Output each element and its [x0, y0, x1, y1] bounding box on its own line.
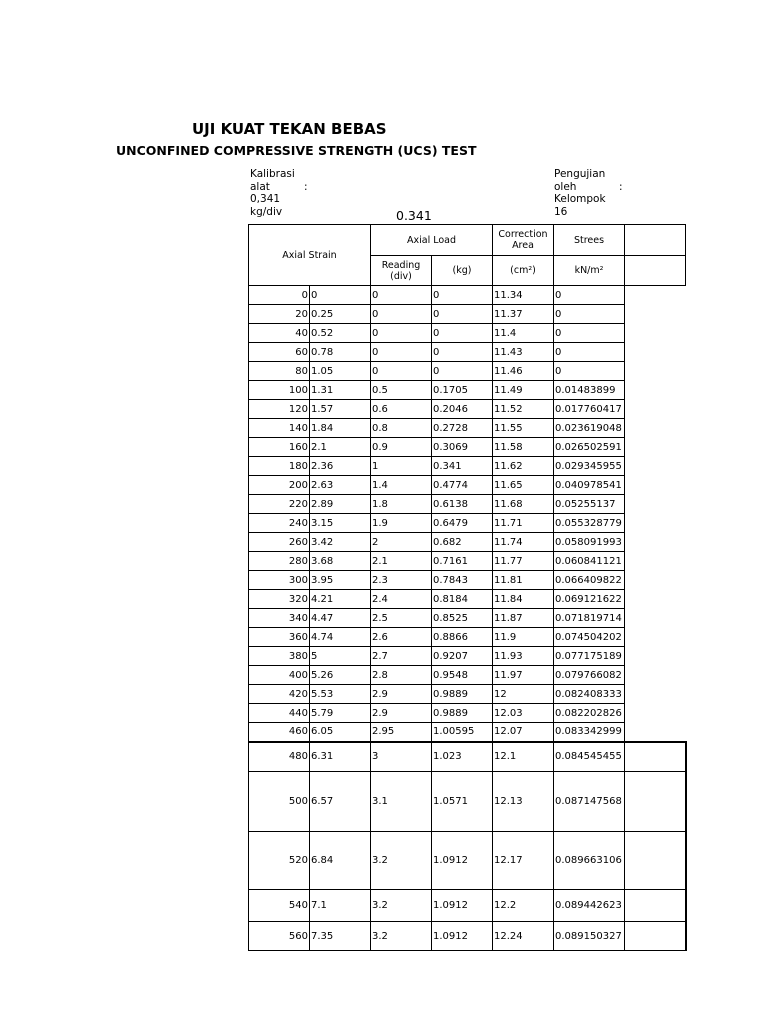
- reading-cell: 1.8: [371, 495, 432, 514]
- blank-cell: [625, 381, 686, 400]
- area-cell: 11.43: [493, 343, 554, 362]
- load-cell: 420: [249, 685, 310, 704]
- reading-cell: 2.7: [371, 647, 432, 666]
- blank-cell: [625, 590, 686, 609]
- strain-cell: 2.89: [310, 495, 371, 514]
- stress-header: Strees: [554, 225, 625, 256]
- strain-cell: 2.1: [310, 438, 371, 457]
- table-row: [249, 324, 686, 343]
- blank-cell: [625, 286, 686, 305]
- stress-cell: 0.082202826: [554, 704, 625, 723]
- blank-cell: [625, 628, 686, 647]
- kg-cell: 0.6479: [432, 514, 493, 533]
- load-cell: 180: [249, 457, 310, 476]
- stress-cell: 0.066409822: [554, 571, 625, 590]
- calibration-unit: kg/div: [250, 205, 283, 218]
- area-cell: 11.71: [493, 514, 554, 533]
- kg-cell: 0.9207: [432, 647, 493, 666]
- load-cell: 560: [249, 922, 310, 951]
- kg-cell: 0.3069: [432, 438, 493, 457]
- calibration-factor: 0.341: [396, 208, 432, 223]
- blank-header: [625, 225, 686, 256]
- tester-label-line1: Pengujian: [554, 168, 606, 180]
- blank-cell: [625, 362, 686, 381]
- strain-cell: 0: [310, 286, 371, 305]
- load-cell: 480: [249, 742, 310, 772]
- cm2-header: (cm²): [493, 256, 554, 286]
- table-row: [249, 666, 686, 685]
- load-cell: 340: [249, 609, 310, 628]
- table-row: [249, 533, 686, 552]
- empty-extra-cell: [625, 832, 686, 890]
- stress-cell: 0.089442623: [554, 890, 625, 922]
- table-row: [249, 772, 686, 832]
- table-row: [249, 571, 686, 590]
- reading-cell: 3.1: [371, 772, 432, 832]
- strain-cell: 4.21: [310, 590, 371, 609]
- stress-cell: 0: [554, 362, 625, 381]
- reading-cell: 2.8: [371, 666, 432, 685]
- page-title: UJI KUAT TEKAN BEBAS: [192, 120, 387, 138]
- kg-cell: 0.7843: [432, 571, 493, 590]
- blank-cell: [625, 666, 686, 685]
- load-cell: 40: [249, 324, 310, 343]
- load-cell: 220: [249, 495, 310, 514]
- reading-header: Reading (div): [371, 256, 432, 286]
- kg-cell: 0.2728: [432, 419, 493, 438]
- load-cell: 240: [249, 514, 310, 533]
- calibration-meta: [250, 168, 310, 218]
- kg-cell: 0.4774: [432, 476, 493, 495]
- table-row: [249, 832, 686, 890]
- area-cell: 11.4: [493, 324, 554, 343]
- stress-cell: 0.017760417: [554, 400, 625, 419]
- strain-cell: 3.68: [310, 552, 371, 571]
- area-cell: 12.03: [493, 704, 554, 723]
- kg-header: (kg): [432, 256, 493, 286]
- area-cell: 11.84: [493, 590, 554, 609]
- blank-cell: [625, 476, 686, 495]
- stress-cell: 0: [554, 324, 625, 343]
- strain-cell: 0.78: [310, 343, 371, 362]
- table-row: [249, 476, 686, 495]
- reading-cell: 3.2: [371, 922, 432, 951]
- strain-cell: 3.15: [310, 514, 371, 533]
- blank-cell: [625, 305, 686, 324]
- reading-cell: 3.2: [371, 890, 432, 922]
- strain-cell: 1.57: [310, 400, 371, 419]
- reading-cell: 3: [371, 742, 432, 772]
- stress-cell: 0.060841121: [554, 552, 625, 571]
- axial-strain-header: Axial Strain: [249, 225, 371, 286]
- area-cell: 11.9: [493, 628, 554, 647]
- table-row: [249, 890, 686, 922]
- stress-cell: 0.058091993: [554, 533, 625, 552]
- area-cell: 12.17: [493, 832, 554, 890]
- load-cell: 300: [249, 571, 310, 590]
- stress-cell: 0.084545455: [554, 742, 625, 772]
- load-cell: 320: [249, 590, 310, 609]
- kg-cell: 0.6138: [432, 495, 493, 514]
- area-cell: 11.93: [493, 647, 554, 666]
- reading-cell: 0: [371, 343, 432, 362]
- blank-cell: [625, 609, 686, 628]
- strain-cell: 1.05: [310, 362, 371, 381]
- load-cell: 160: [249, 438, 310, 457]
- table-row: [249, 362, 686, 381]
- table-row: [249, 590, 686, 609]
- blank-cell: [625, 419, 686, 438]
- load-cell: 440: [249, 704, 310, 723]
- area-cell: 11.58: [493, 438, 554, 457]
- table-row: [249, 742, 686, 772]
- stress-cell: 0.026502591: [554, 438, 625, 457]
- empty-extra-cell: [625, 890, 686, 922]
- kg-cell: 0.341: [432, 457, 493, 476]
- kg-cell: 0.1705: [432, 381, 493, 400]
- calibration-label-line2: [250, 181, 310, 194]
- strain-cell: 4.74: [310, 628, 371, 647]
- kg-cell: 0: [432, 286, 493, 305]
- blank-header-2: [625, 256, 686, 286]
- load-cell: 80: [249, 362, 310, 381]
- kg-cell: 0.9889: [432, 685, 493, 704]
- kg-cell: 1.0571: [432, 772, 493, 832]
- table-row: [249, 628, 686, 647]
- load-cell: 140: [249, 419, 310, 438]
- kg-cell: 0: [432, 343, 493, 362]
- area-cell: 11.97: [493, 666, 554, 685]
- calibration-label-line1: Kalibrasi: [250, 168, 295, 180]
- load-cell: 380: [249, 647, 310, 666]
- strain-cell: 4.47: [310, 609, 371, 628]
- tester-colon: :: [619, 180, 623, 193]
- load-cell: 280: [249, 552, 310, 571]
- reading-cell: 2: [371, 533, 432, 552]
- strain-cell: 7.1: [310, 890, 371, 922]
- kg-cell: 1.0912: [432, 832, 493, 890]
- strain-cell: 6.31: [310, 742, 371, 772]
- calibration-value-text: 0,341: [250, 193, 281, 205]
- blank-cell: [625, 704, 686, 723]
- load-cell: 540: [249, 890, 310, 922]
- area-cell: 12.07: [493, 723, 554, 742]
- blank-cell: [625, 685, 686, 704]
- empty-extra-cell: [625, 922, 686, 951]
- kg-cell: 0: [432, 305, 493, 324]
- load-cell: 260: [249, 533, 310, 552]
- load-cell: 500: [249, 772, 310, 832]
- strain-cell: 1.84: [310, 419, 371, 438]
- load-cell: 20: [249, 305, 310, 324]
- stress-cell: 0.082408333: [554, 685, 625, 704]
- kg-cell: 0.7161: [432, 552, 493, 571]
- area-cell: 12: [493, 685, 554, 704]
- table-row: [249, 438, 686, 457]
- load-cell: 460: [249, 723, 310, 742]
- table-row: [249, 723, 686, 742]
- kg-cell: 0: [432, 324, 493, 343]
- kg-cell: 0.8184: [432, 590, 493, 609]
- kg-cell: 0.8525: [432, 609, 493, 628]
- stress-cell: 0.01483899: [554, 381, 625, 400]
- load-cell: 100: [249, 381, 310, 400]
- stress-cell: 0.089663106: [554, 832, 625, 890]
- empty-extra-cell: [625, 772, 686, 832]
- tester-group-label: Kelompok: [554, 193, 606, 205]
- table-row: [249, 381, 686, 400]
- reading-cell: 0: [371, 362, 432, 381]
- ucs-data-table: [248, 224, 687, 951]
- table-row: [249, 552, 686, 571]
- kg-cell: 1.00595: [432, 723, 493, 742]
- kg-cell: 0.8866: [432, 628, 493, 647]
- tester-label-oleh: oleh: [554, 180, 577, 193]
- reading-cell: 0: [371, 324, 432, 343]
- reading-cell: 2.4: [371, 590, 432, 609]
- page-subtitle: UNCONFINED COMPRESSIVE STRENGTH (UCS) TEST: [116, 143, 477, 158]
- area-cell: 11.55: [493, 419, 554, 438]
- area-cell: 12.24: [493, 922, 554, 951]
- stress-cell: 0.071819714: [554, 609, 625, 628]
- kg-cell: 0.2046: [432, 400, 493, 419]
- stress-cell: 0.040978541: [554, 476, 625, 495]
- stress-cell: 0.089150327: [554, 922, 625, 951]
- table-row: [249, 419, 686, 438]
- load-cell: 520: [249, 832, 310, 890]
- ucs-table-body: [249, 286, 686, 951]
- stress-cell: 0.083342999: [554, 723, 625, 742]
- blank-cell: [625, 533, 686, 552]
- tester-group-number: 16: [554, 205, 568, 218]
- reading-cell: 0.6: [371, 400, 432, 419]
- area-cell: 11.77: [493, 552, 554, 571]
- blank-cell: [625, 343, 686, 362]
- load-cell: 0: [249, 286, 310, 305]
- stress-cell: 0.077175189: [554, 647, 625, 666]
- area-cell: 11.87: [493, 609, 554, 628]
- table-row: [249, 704, 686, 723]
- strain-cell: 3.42: [310, 533, 371, 552]
- strain-cell: 5.26: [310, 666, 371, 685]
- strain-cell: 1.31: [310, 381, 371, 400]
- stress-cell: 0.074504202: [554, 628, 625, 647]
- blank-cell: [625, 495, 686, 514]
- kg-cell: 1.0912: [432, 922, 493, 951]
- strain-cell: 0.25: [310, 305, 371, 324]
- tester-label-line2: [554, 181, 626, 194]
- blank-cell: [625, 400, 686, 419]
- kg-cell: 1.0912: [432, 890, 493, 922]
- empty-extra-cell: [625, 742, 686, 772]
- reading-cell: 2.6: [371, 628, 432, 647]
- blank-cell: [625, 552, 686, 571]
- calibration-label-alat: alat: [250, 180, 270, 193]
- table-row: [249, 609, 686, 628]
- reading-cell: 0.8: [371, 419, 432, 438]
- kg-cell: 1.023: [432, 742, 493, 772]
- table-row: [249, 514, 686, 533]
- kg-cell: 0.9548: [432, 666, 493, 685]
- area-cell: 12.1: [493, 742, 554, 772]
- table-row: [249, 286, 686, 305]
- area-cell: 11.52: [493, 400, 554, 419]
- table-row: [249, 343, 686, 362]
- strain-cell: 2.36: [310, 457, 371, 476]
- reading-cell: 2.3: [371, 571, 432, 590]
- tester-meta: [554, 168, 626, 218]
- stress-cell: 0.069121622: [554, 590, 625, 609]
- load-cell: 60: [249, 343, 310, 362]
- reading-cell: 2.1: [371, 552, 432, 571]
- load-cell: 360: [249, 628, 310, 647]
- blank-cell: [625, 457, 686, 476]
- blank-cell: [625, 324, 686, 343]
- area-cell: 11.46: [493, 362, 554, 381]
- strain-cell: 2.63: [310, 476, 371, 495]
- reading-cell: 0: [371, 286, 432, 305]
- blank-cell: [625, 571, 686, 590]
- strain-cell: 0.52: [310, 324, 371, 343]
- area-cell: 12.2: [493, 890, 554, 922]
- stress-cell: 0.087147568: [554, 772, 625, 832]
- area-cell: 11.62: [493, 457, 554, 476]
- stress-cell: 0.079766082: [554, 666, 625, 685]
- reading-cell: 1: [371, 457, 432, 476]
- blank-cell: [625, 723, 686, 742]
- strain-cell: 5: [310, 647, 371, 666]
- kg-cell: 0.682: [432, 533, 493, 552]
- reading-cell: 1.4: [371, 476, 432, 495]
- table-row: [249, 400, 686, 419]
- area-cell: 11.37: [493, 305, 554, 324]
- axial-load-header: Axial Load: [371, 225, 493, 256]
- reading-cell: 0.9: [371, 438, 432, 457]
- reading-cell: 3.2: [371, 832, 432, 890]
- blank-cell: [625, 438, 686, 457]
- table-row: [249, 647, 686, 666]
- kg-cell: 0.9889: [432, 704, 493, 723]
- reading-cell: 2.9: [371, 685, 432, 704]
- area-cell: 11.74: [493, 533, 554, 552]
- strain-cell: 6.05: [310, 723, 371, 742]
- reading-cell: 0: [371, 305, 432, 324]
- strain-cell: 3.95: [310, 571, 371, 590]
- table-row: [249, 305, 686, 324]
- strain-cell: 7.35: [310, 922, 371, 951]
- area-cell: 11.34: [493, 286, 554, 305]
- area-cell: 12.13: [493, 772, 554, 832]
- load-cell: 120: [249, 400, 310, 419]
- stress-cell: 0.023619048: [554, 419, 625, 438]
- strain-cell: 5.79: [310, 704, 371, 723]
- blank-cell: [625, 647, 686, 666]
- area-cell: 11.49: [493, 381, 554, 400]
- load-cell: 400: [249, 666, 310, 685]
- correction-area-header: Correction Area: [493, 225, 554, 256]
- area-cell: 11.65: [493, 476, 554, 495]
- table-row: [249, 457, 686, 476]
- blank-cell: [625, 514, 686, 533]
- strain-cell: 6.57: [310, 772, 371, 832]
- strain-cell: 5.53: [310, 685, 371, 704]
- load-cell: 200: [249, 476, 310, 495]
- table-row: [249, 922, 686, 951]
- calibration-colon: :: [304, 180, 308, 193]
- stress-cell: 0.029345955: [554, 457, 625, 476]
- stress-cell: 0: [554, 286, 625, 305]
- stress-cell: 0: [554, 305, 625, 324]
- area-cell: 11.81: [493, 571, 554, 590]
- kn-m2-header: kN/m²: [554, 256, 625, 286]
- stress-cell: 0.055328779: [554, 514, 625, 533]
- kg-cell: 0: [432, 362, 493, 381]
- reading-cell: 0.5: [371, 381, 432, 400]
- reading-cell: 2.95: [371, 723, 432, 742]
- area-cell: 11.68: [493, 495, 554, 514]
- reading-cell: 2.5: [371, 609, 432, 628]
- stress-cell: 0.05255137: [554, 495, 625, 514]
- reading-cell: 1.9: [371, 514, 432, 533]
- strain-cell: 6.84: [310, 832, 371, 890]
- table-row: [249, 685, 686, 704]
- table-row: [249, 495, 686, 514]
- reading-cell: 2.9: [371, 704, 432, 723]
- stress-cell: 0: [554, 343, 625, 362]
